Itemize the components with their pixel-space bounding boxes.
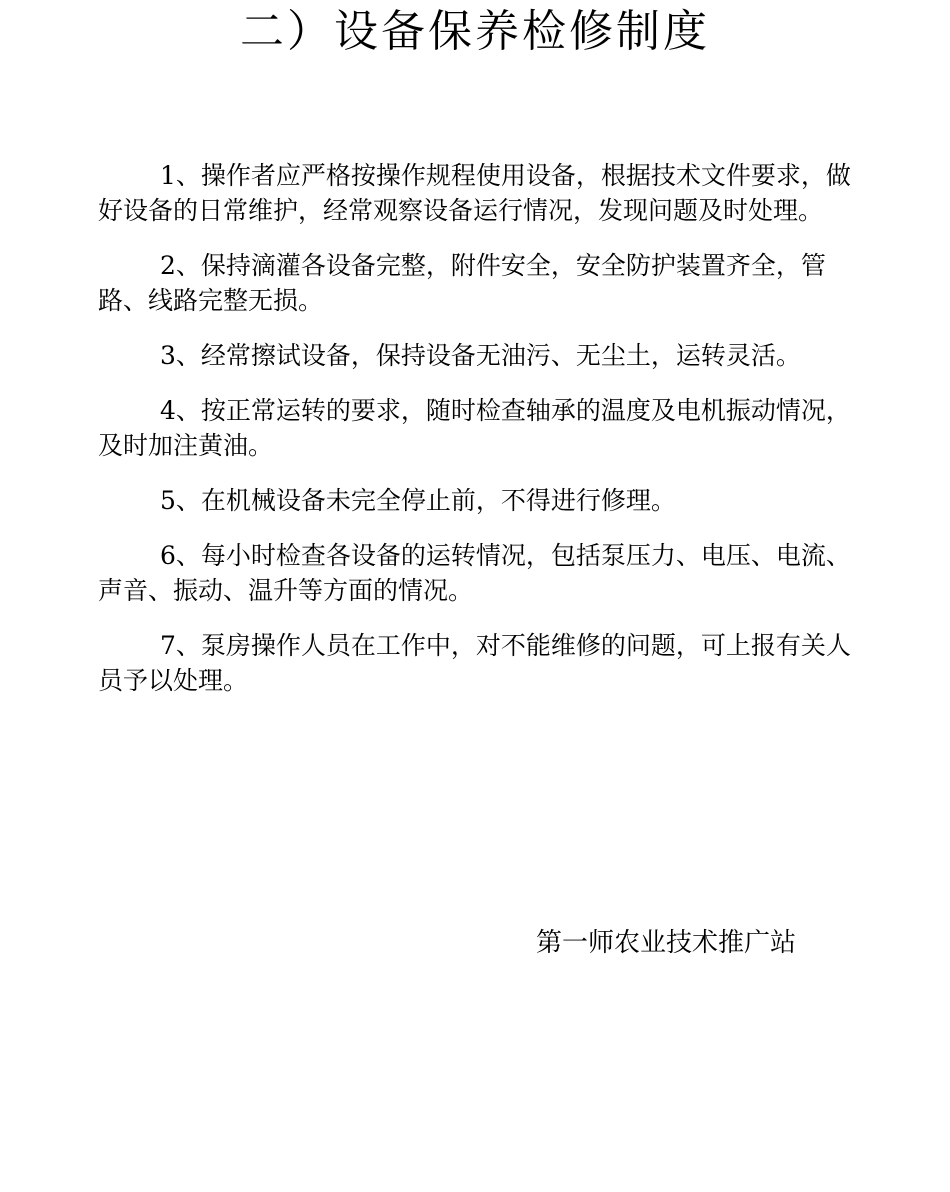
paragraph-7: 7、泵房操作人员在工作中，对不能维修的问题，可上报有关人员予以处理。 <box>98 631 851 695</box>
paragraph-6: 6、每小时检查各设备的运转情况，包括泵压力、电压、电流、声音、振动、温升等方面的情况。 <box>98 541 851 605</box>
document-title: 二）设备保养检修制度 <box>240 6 710 57</box>
paragraph-2: 2、保持滴灌各设备完整，附件安全，安全防护装置齐全，管路、线路完整无损。 <box>98 251 826 315</box>
document-body <box>98 158 868 718</box>
paragraph-1: 1、操作者应严格按操作规程使用设备，根据技术文件要求，做好设备的日常维护，经常观察设备运行情况，发现问题及时处理。 <box>98 161 851 225</box>
signature-organization: 第一师农业技术推广站 <box>536 928 797 958</box>
paragraph-3: 3、经常擦试设备，保持设备无油污、无尘土，运转灵活。 <box>160 341 801 370</box>
paragraph-5: 5、在机械设备未完全停止前，不得进行修理。 <box>160 486 676 515</box>
paragraph-4: 4、按正常运转的要求，随时检查轴承的温度及电机振动情况，及时加注黄油。 <box>98 396 851 460</box>
